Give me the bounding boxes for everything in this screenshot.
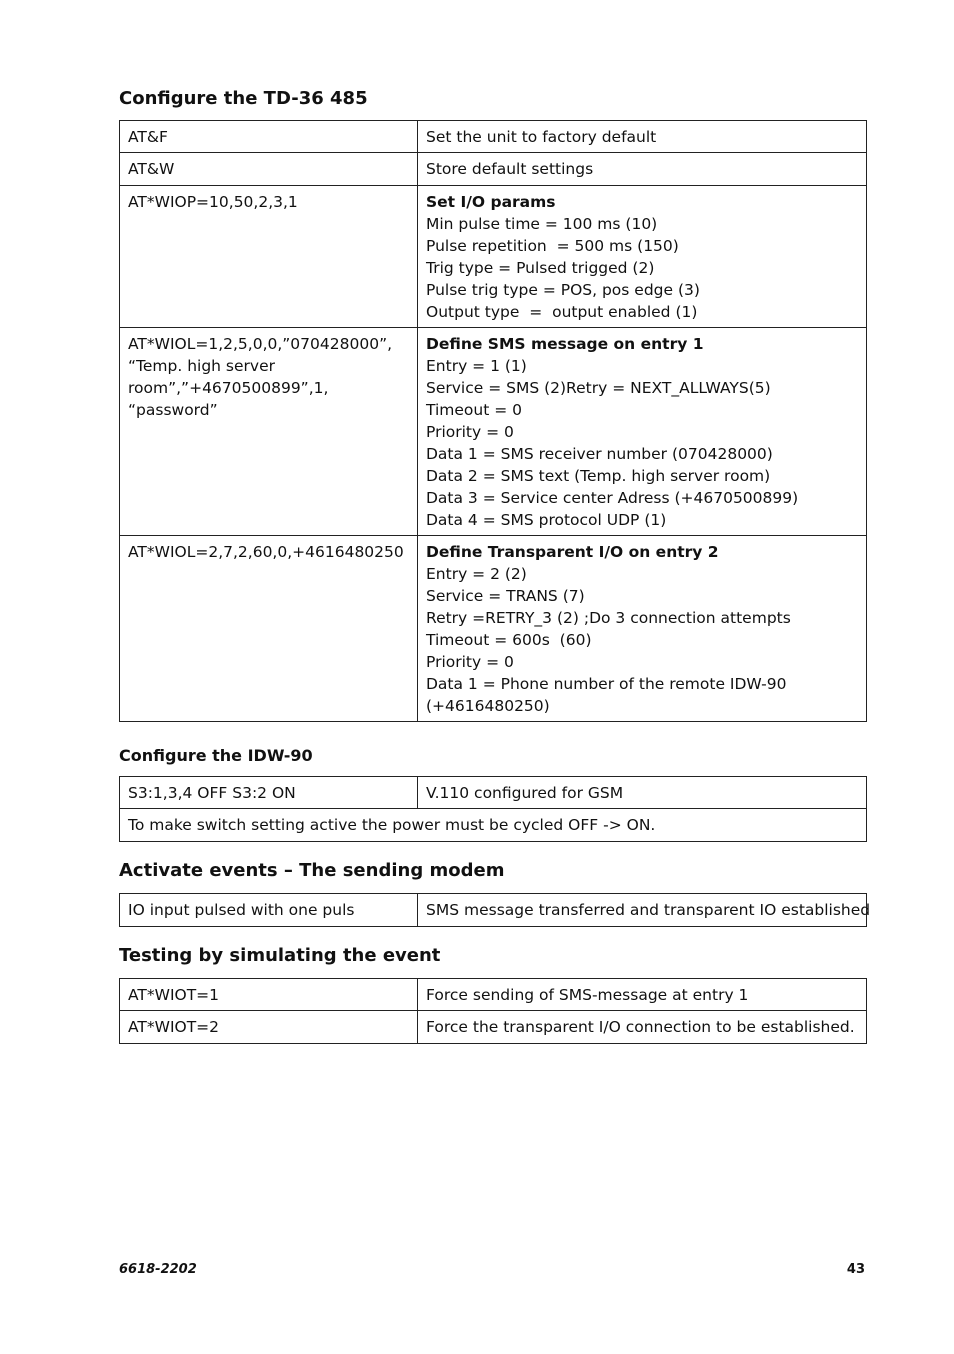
detail-title: Define SMS message on entry 1 [426,335,704,353]
description-cell: V.110 configured for GSM [418,777,867,809]
description-cell: Force sending of SMS-message at entry 1 [418,979,867,1011]
command-cell: AT*WIOP=10,50,2,3,1 [120,186,418,328]
command-cell: S3:1,3,4 OFF S3:2 ON [120,777,418,809]
table-row [120,328,867,536]
description-cell: Force the transparent I/O connection to be established. [418,1011,867,1044]
detail-title: Define Transparent I/O on entry 2 [426,543,719,561]
table-row [120,777,867,809]
table-row [120,1011,867,1044]
page-number: 43 [846,1262,865,1277]
table-row [120,536,867,722]
table-row [120,979,867,1011]
detail-title: Set I/O params [426,193,556,211]
table-row [120,121,867,153]
section-heading-td36: Configure the TD-36 485 [119,88,368,109]
document-number: 6618-2202 [119,1262,197,1277]
command-cell: AT*WIOL=2,7,2,60,0,+4616480250 [120,536,418,722]
td36-config-table [119,120,867,722]
table-row [120,809,867,842]
command-cell: IO input pulsed with one puls [120,894,418,927]
command-cell: AT*WIOL=1,2,5,0,0,”070428000”, “Temp. high server room”,”+4670500899”,1, “password” [120,328,418,536]
command-cell: AT&F [120,121,418,153]
idw90-config-table [119,776,867,842]
section-heading-activate-events: Activate events – The sending modem [119,860,505,881]
description-cell: Define Transparent I/O on entry 2 Entry = 2 (2) Service = TRANS (7) Retry =RETRY_3 (2) ;Do 3 connection attempts Timeout = 600s (60) Priority = 0 Data 1 = Phone number of the remote IDW-90 (+4616480250) [418,536,867,722]
command-cell: AT*WIOT=1 [120,979,418,1011]
command-cell: AT&W [120,153,418,186]
description-cell: SMS message transferred and transparent IO established [418,894,867,927]
testing-table [119,978,867,1044]
section-heading-idw90: Configure the IDW-90 [119,746,313,765]
note-cell: To make switch setting active the power must be cycled OFF -> ON. [120,809,867,842]
description-cell: Define SMS message on entry 1 Entry = 1 (1) Service = SMS (2)Retry = NEXT_ALLWAYS(5) Timeout = 0 Priority = 0 Data 1 = SMS receiver number (070428000) Data 2 = SMS text (Temp. high server room) Data 3 = Service center Adress (+4670500899) Data 4 = SMS protocol UDP (1) [418,328,867,536]
table-row [120,894,867,927]
command-cell: AT*WIOT=2 [120,1011,418,1044]
description-cell: Set the unit to factory default [418,121,867,153]
section-heading-testing: Testing by simulating the event [119,945,441,966]
activate-events-table [119,893,871,927]
description-cell: Set I/O params Min pulse time = 100 ms (10) Pulse repetition = 500 ms (150) Trig type = Pulsed trigged (2) Pulse trig type = POS, pos edge (3) Output type = output enabled (1) [418,186,867,328]
description-cell: Store default settings [418,153,867,186]
table-row [120,186,867,328]
table-row [120,153,867,186]
